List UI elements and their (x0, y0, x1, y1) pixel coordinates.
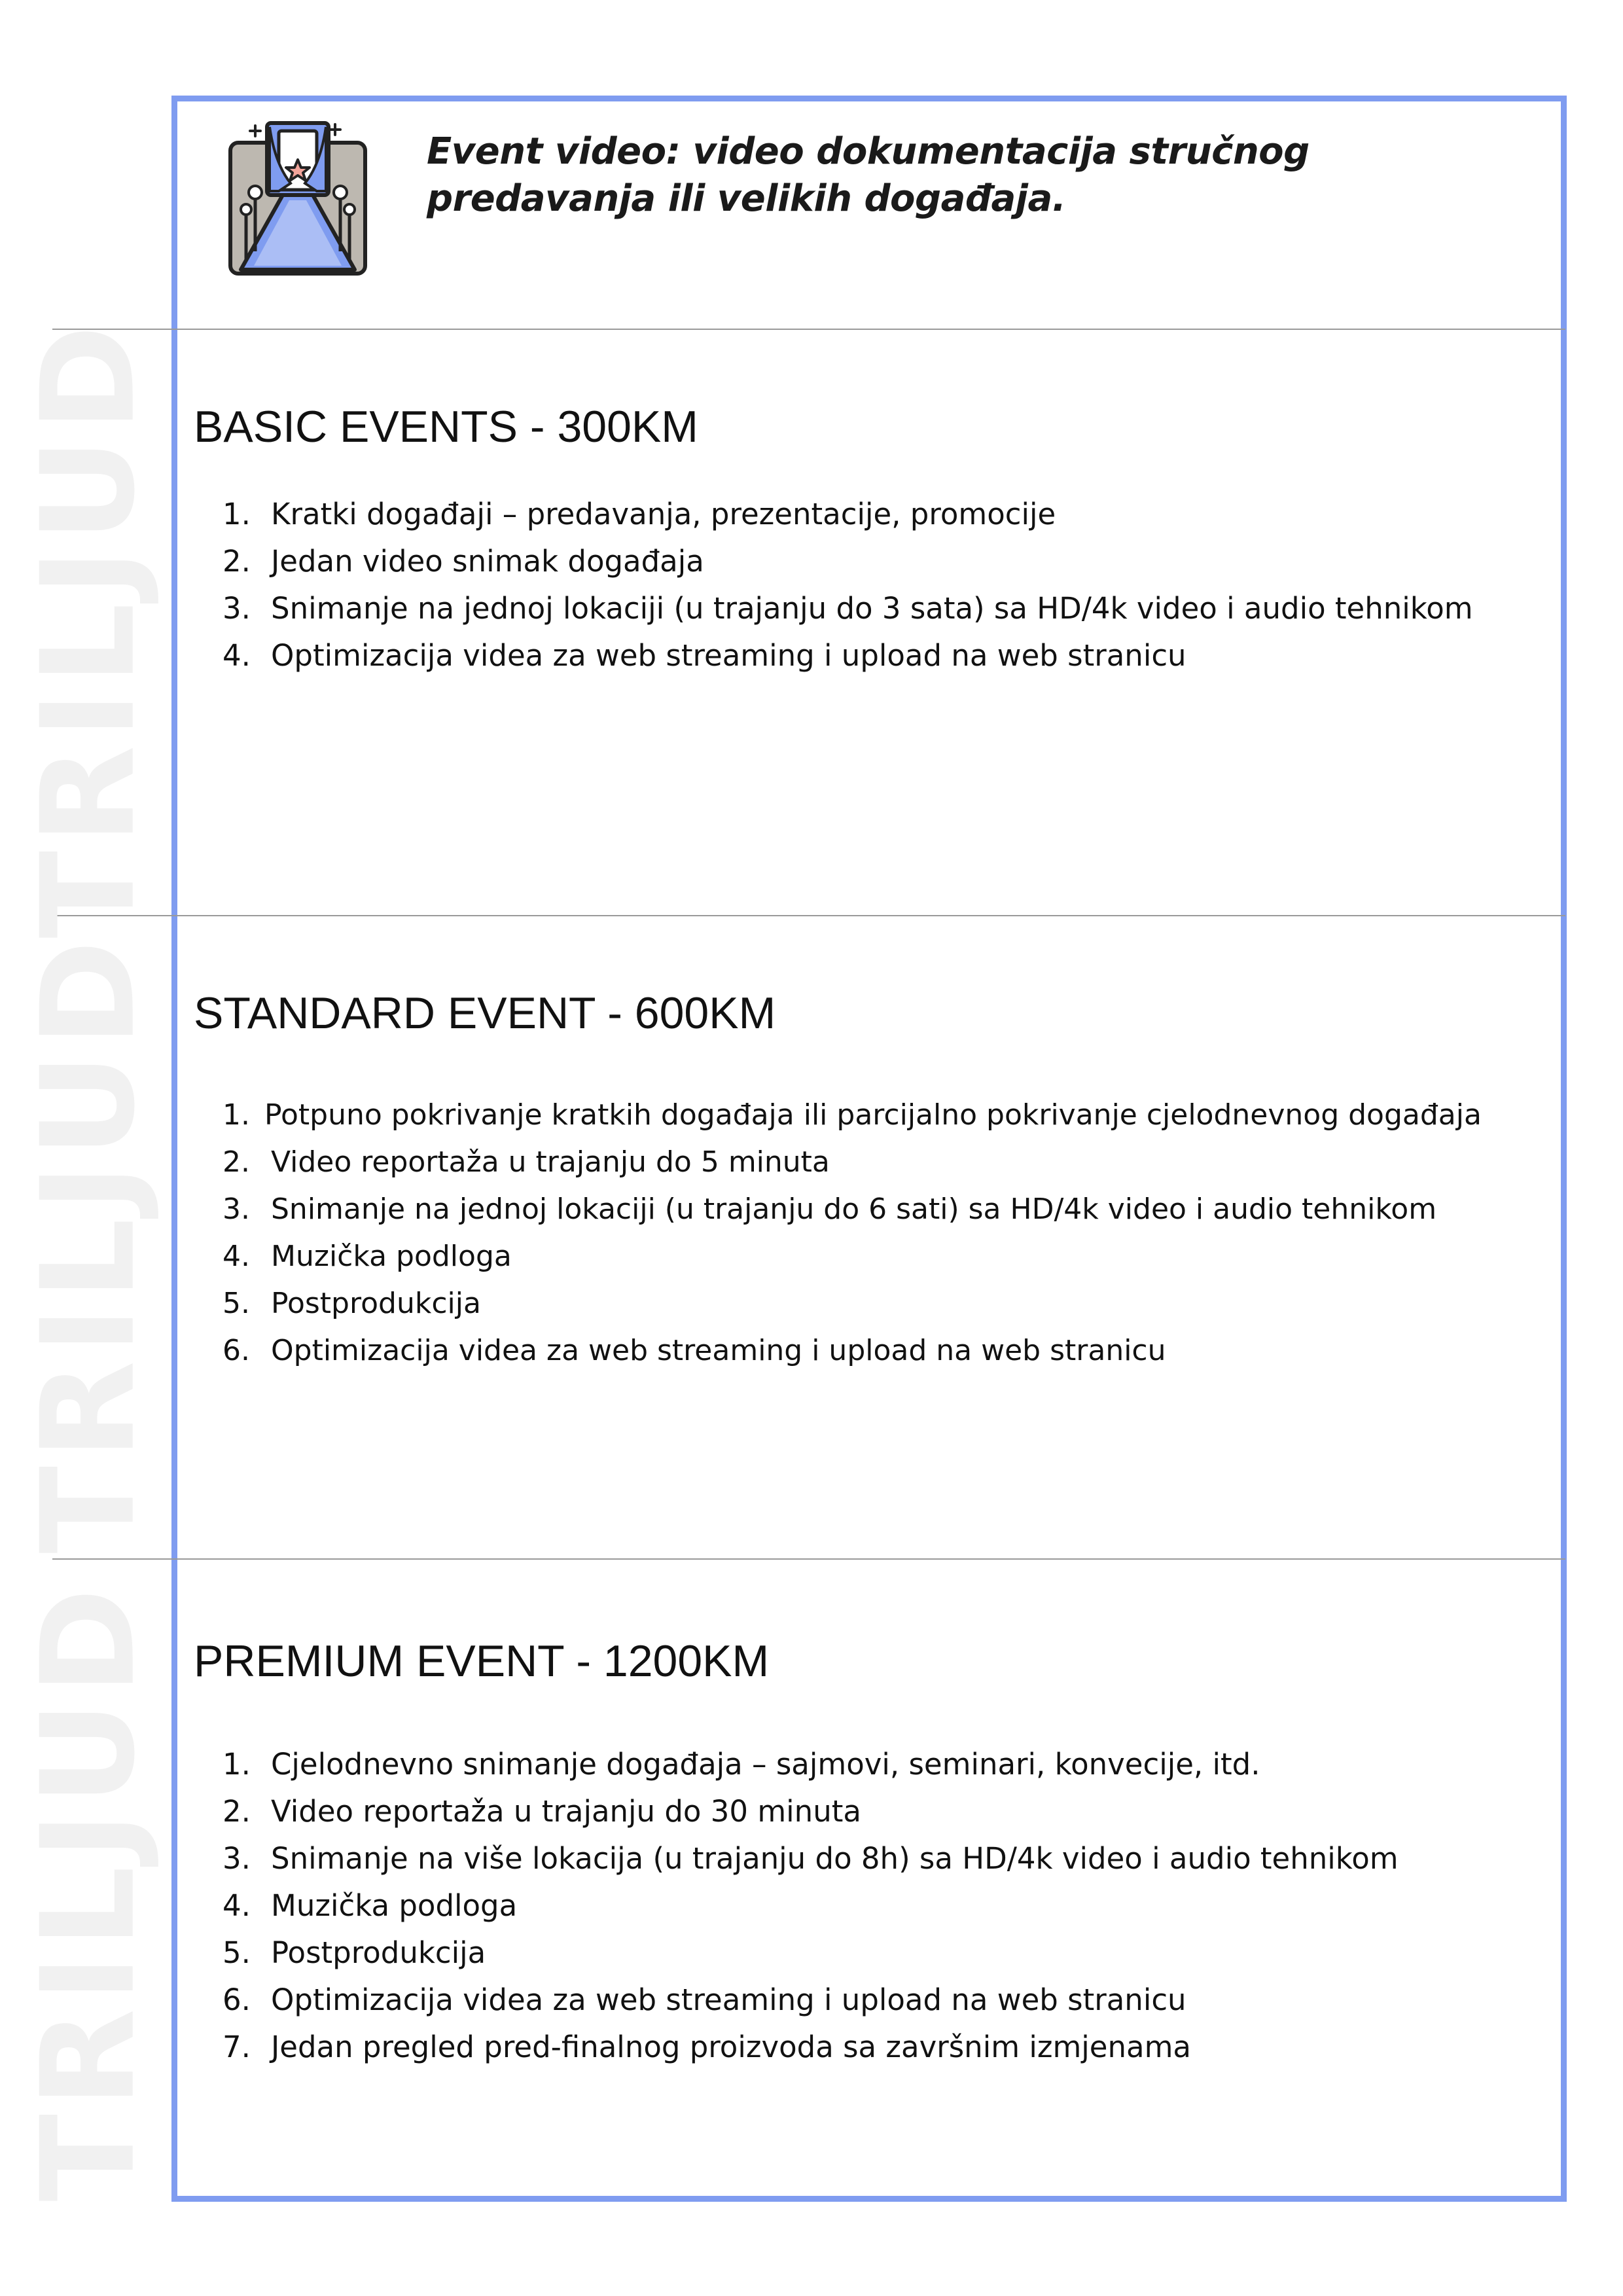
list-item: 4. Optimizacija videa za web streaming i upload na web stranicu (223, 638, 1186, 673)
package-list-premium (223, 1741, 1399, 2071)
header-description: Event video: video dokumentacija stručnog predavanja ili velikih događaja. (427, 130, 1310, 220)
divider-header (52, 329, 1565, 330)
list-item: 4. Muzička podloga (223, 1888, 518, 1923)
watermark-premium (14, 1581, 164, 2202)
divider-standard-premium (52, 1558, 1565, 1560)
list-item: 6. Optimizacija videa za web streaming i upload na web stranicu (223, 1982, 1186, 2017)
watermark-text: TRILJUD (14, 318, 164, 939)
list-item: 5. Postprodukcija (223, 1287, 481, 1320)
watermark-text: TRILJUD (14, 933, 164, 1554)
watermark-basic (14, 318, 164, 939)
list-item: 1. Potpuno pokrivanje kratkih događaja ili parcijalno pokrivanje cjelodnevnog događaja (223, 1098, 1482, 1132)
package-title-basic: BASIC EVENTS - 300KM (194, 402, 698, 452)
red-carpet-event-icon (226, 111, 369, 278)
package-list-standard (223, 1092, 1482, 1374)
list-item: 5. Postprodukcija (223, 1935, 486, 1970)
list-item: 2. Video reportaža u trajanju do 5 minuta (223, 1145, 830, 1179)
list-item: 1. Cjelodnevno snimanje događaja – sajmovi, seminari, konvecije, itd. (223, 1747, 1260, 1782)
list-item: 4. Muzička podloga (223, 1240, 512, 1273)
list-item: 3. Snimanje na više lokacija (u trajanju do 8h) sa HD/4k video i audio tehnikom (223, 1841, 1399, 1876)
watermark-standard (14, 933, 164, 1554)
list-item: 7. Jedan pregled pred-finalnog proizvoda sa završnim izmjenama (223, 2030, 1191, 2064)
package-title-standard: STANDARD EVENT - 600KM (194, 988, 776, 1038)
list-item: 1. Kratki događaji – predavanja, prezentacije, promocije (223, 497, 1056, 531)
list-item: 2. Video reportaža u trajanju do 30 minuta (223, 1794, 861, 1829)
divider-basic-standard (52, 915, 1565, 916)
list-item: 3. Snimanje na jednoj lokaciji (u trajanju do 3 sata) sa HD/4k video i audio tehnikom (223, 591, 1473, 626)
package-list-basic (223, 491, 1473, 679)
watermark-text: TRILJUD (14, 1581, 164, 2202)
list-item: 6. Optimizacija videa za web streaming i upload na web stranicu (223, 1334, 1166, 1367)
package-title-premium: PREMIUM EVENT - 1200KM (194, 1636, 770, 1686)
list-item: 3. Snimanje na jednoj lokaciji (u trajanju do 6 sati) sa HD/4k video i audio tehnikom (223, 1193, 1437, 1226)
list-item: 2. Jedan video snimak događaja (223, 544, 704, 579)
